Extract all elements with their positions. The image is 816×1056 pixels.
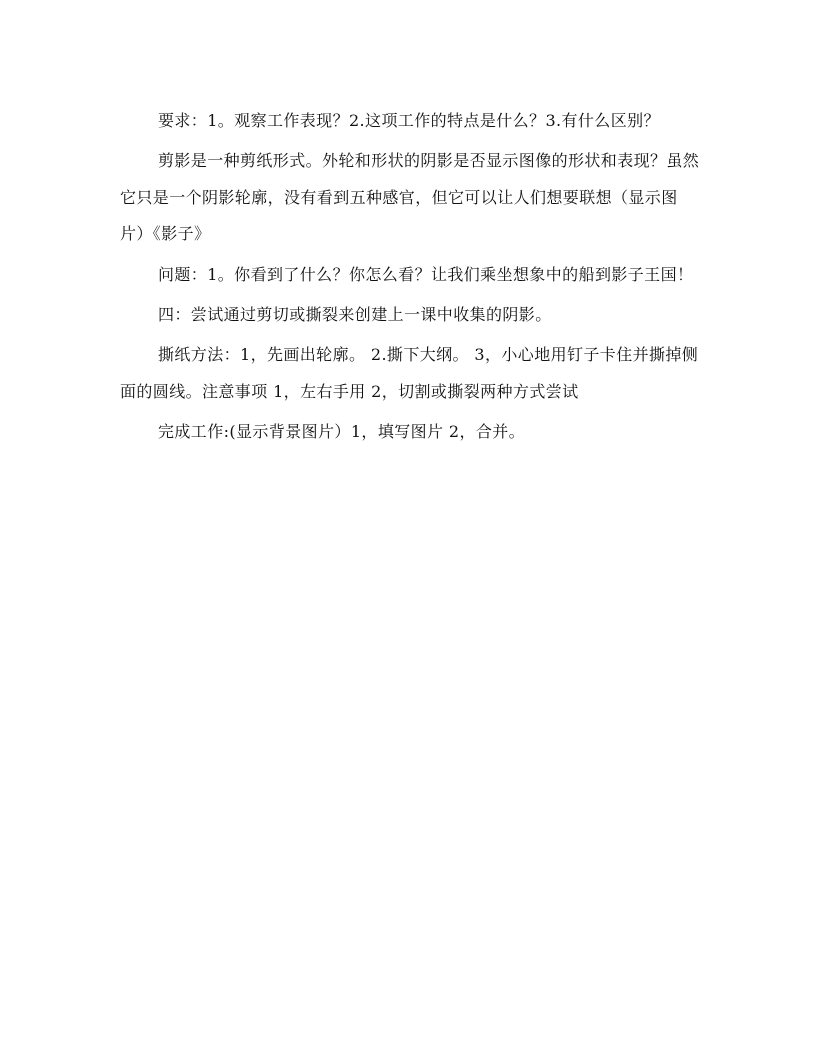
document-body: [120, 103, 700, 451]
paragraph-silhouette: 剪影是一种剪纸形式。外轮和形状的阴影是否显示图像的形状和表现？虽然它只是一个阴影轮廓，没有看到五种感官，但它可以让人们想要联想（显示图片）《影子》: [120, 151, 700, 244]
paragraph-tearing-method: 撕纸方法：1，先画出轮廓。 2.撕下大纲。 3，小心地用钉子卡住并撕掉侧面的圆线。注意事项 1，左右手用 2，切割或撕裂两种方式尝试: [120, 345, 699, 401]
paragraph-questions: 问题：1。你看到了什么？你怎么看？让我们乘坐想象中的船到影子王国！: [158, 264, 694, 284]
paragraph-complete-work: 完成工作:(显示背景图片）1，填写图片 2，合并。: [158, 422, 526, 442]
paragraph-requirements: 要求：1。观察工作表现？2.这项工作的特点是什么？3.有什么区别？: [158, 111, 660, 130]
paragraph-step-four: 四：尝试通过剪切或撕裂来创建上一课中收集的阴影。: [158, 305, 552, 325]
